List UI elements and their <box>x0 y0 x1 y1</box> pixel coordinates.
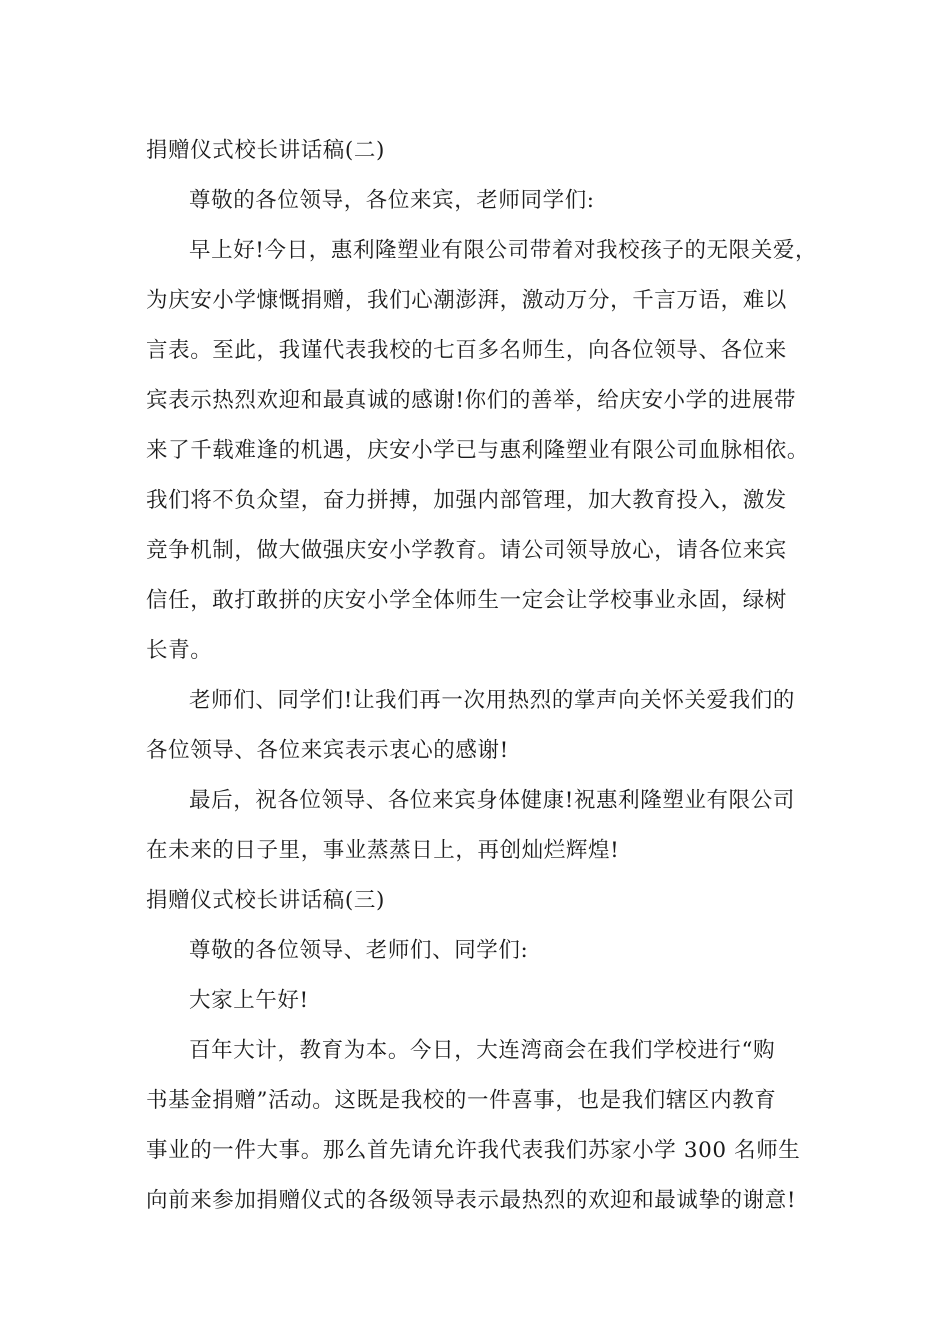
paragraph-line: 信任，敢打敢拼的庆安小学全体师生一定会让学校事业永固，绿树 <box>146 588 787 613</box>
section-title: 捐赠仪式校长讲话稿(二) <box>146 138 385 163</box>
paragraph-line: 大家上午好! <box>189 988 309 1013</box>
paragraph-line: 最后，祝各位领导、各位来宾身体健康!祝惠利隆塑业有限公司 <box>189 788 795 813</box>
paragraph-line: 宾表示热烈欢迎和最真诚的感谢!你们的善举，给庆安小学的进展带 <box>146 388 797 413</box>
paragraph-line: 老师们、同学们!让我们再一次用热烈的掌声向关怀关爱我们的 <box>189 688 795 713</box>
document-body <box>146 126 826 1226</box>
paragraph-line: 在未来的日子里，事业蒸蒸日上，再创灿烂辉煌! <box>146 838 620 863</box>
paragraph-line: 尊敬的各位领导、老师们、同学们: <box>189 938 529 963</box>
paragraph-line: 事业的一件大事。那么首先请允许我代表我们苏家小学 300 名师生 <box>146 1138 801 1163</box>
paragraph-line: 百年大计，教育为本。今日，大连湾商会在我们学校进行“购 <box>189 1038 776 1063</box>
paragraph-line: 为庆安小学慷慨捐赠，我们心潮澎湃，激动万分，千言万语，难以 <box>146 288 787 313</box>
paragraph-line: 来了千载难逢的机遇，庆安小学已与惠利隆塑业有限公司血脉相依。 <box>146 438 810 463</box>
paragraph-line: 长青。 <box>146 638 213 663</box>
paragraph-line: 向前来参加捐赠仪式的各级领导表示最热烈的欢迎和最诚挚的谢意! <box>146 1188 797 1213</box>
paragraph-line: 尊敬的各位领导，各位来宾，老师同学们: <box>189 188 595 213</box>
section-title: 捐赠仪式校长讲话稿(三) <box>146 888 385 913</box>
paragraph-line: 竞争机制，做大做强庆安小学教育。请公司领导放心，请各位来宾 <box>146 538 787 563</box>
paragraph-line: 言表。至此，我谨代表我校的七百多名师生，向各位领导、各位来 <box>146 338 787 363</box>
paragraph-line: 早上好!今日，惠利隆塑业有限公司带着对我校孩子的无限关爱， <box>189 238 818 263</box>
paragraph-line: 我们将不负众望，奋力拼搏，加强内部管理，加大教育投入，激发 <box>146 488 787 513</box>
paragraph-line: 书基金捐赠”活动。这既是我校的一件喜事，也是我们辖区内教育 <box>146 1088 777 1113</box>
paragraph-line: 各位领导、各位来宾表示衷心的感谢! <box>146 738 509 763</box>
